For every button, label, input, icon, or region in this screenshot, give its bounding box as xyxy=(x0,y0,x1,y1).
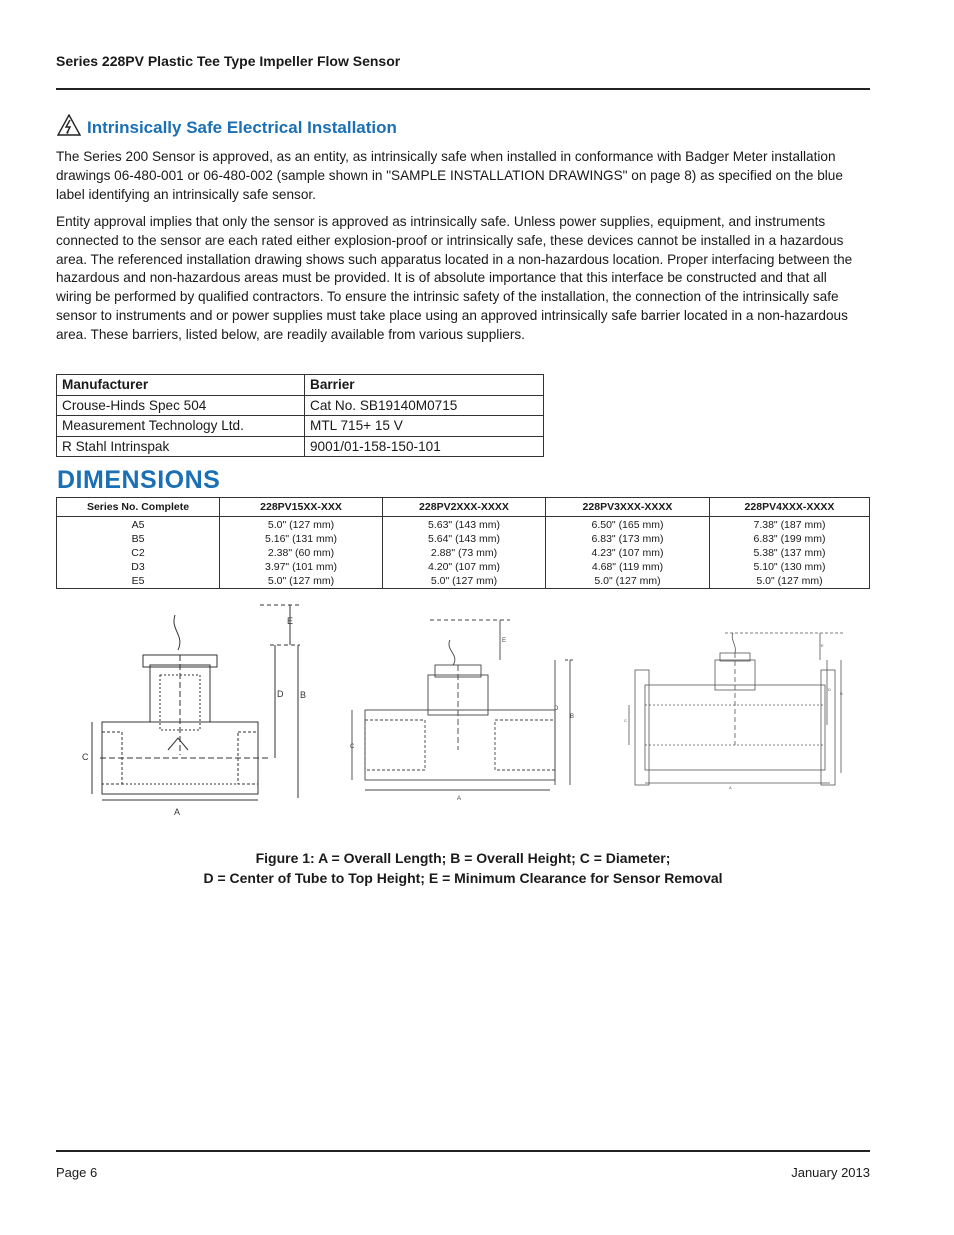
sensor-drawing-medium xyxy=(340,610,590,815)
dimension-label-c: C xyxy=(82,752,89,762)
publication-date: January 2013 xyxy=(791,1165,870,1180)
table-row xyxy=(57,546,870,560)
table-row xyxy=(57,574,870,589)
table-cell: 5.0" (127 mm) xyxy=(220,517,383,533)
table-cell: C2 xyxy=(57,546,220,560)
table-row xyxy=(57,560,870,574)
column-header: 228PV15XX-XXX xyxy=(220,498,383,517)
document-header: Series 228PV Plastic Tee Type Impeller Flow Sensor xyxy=(56,53,401,69)
column-header: 228PV4XXX-XXXX xyxy=(710,498,870,517)
entity-approval-paragraph: Entity approval implies that only the sensor is approved as intrinsically safe. Unless power supplies, equipment, and instruments connected to the sensor are each rated either explosion-proof or intrinsically safe, these devices cannot be installed in a hazardous area. The referenced installation drawing shows such apparatus located in a non-hazardous location. Proper interfacing between the hazardous and non-hazardous areas must be provided. It is of absolute importance that this interface be constructed and that all wiring be performed by qualified contractors. To ensure the intrinsic safety of the installation, the connection of the intrinsically safe sensor to instruments and or power supplies must take place using an approved intrinsically safe barrier located in a non-hazardous area. These barriers, listed below, are readily available from various suppliers. xyxy=(56,214,853,342)
table-cell: 2.38" (60 mm) xyxy=(220,546,383,560)
dimension-label-a: A xyxy=(174,807,181,817)
dimension-label-a: A xyxy=(457,796,462,802)
table-row xyxy=(57,416,544,437)
table-row xyxy=(57,532,870,546)
column-header: 228PV3XXX-XXXX xyxy=(546,498,710,517)
dimension-label-b: B xyxy=(300,690,307,700)
dimension-label-b: B xyxy=(570,714,575,720)
table-cell: 3.97" (101 mm) xyxy=(220,560,383,574)
table-cell: Measurement Technology Ltd. xyxy=(57,416,305,437)
barrier-table xyxy=(56,374,544,457)
dimension-label-a: A xyxy=(729,785,732,790)
table-cell: 2.88" (73 mm) xyxy=(383,546,546,560)
table-cell: 5.0" (127 mm) xyxy=(383,574,546,589)
dimensions-title: DIMENSIONS xyxy=(57,466,221,494)
section-title: Intrinsically Safe Electrical Installation xyxy=(87,117,397,137)
dimension-label-c: C xyxy=(624,718,627,723)
table-cell: 6.50" (165 mm) xyxy=(546,517,710,533)
header-rule xyxy=(56,88,870,90)
table-cell: 5.0" (127 mm) xyxy=(710,574,870,589)
table-cell: Crouse-Hinds Spec 504 xyxy=(57,395,305,416)
table-cell: 5.63" (143 mm) xyxy=(383,517,546,533)
dimension-label-e: E xyxy=(502,638,507,644)
section-heading xyxy=(57,114,397,141)
dimension-label-e: E xyxy=(821,643,824,648)
table-cell: A5 xyxy=(57,517,220,533)
table-cell: 4.23" (107 mm) xyxy=(546,546,710,560)
table-cell: MTL 715+ 15 V xyxy=(305,416,544,437)
barrier-table-header xyxy=(57,375,544,396)
table-row xyxy=(57,395,544,416)
table-cell: 7.38" (187 mm) xyxy=(710,517,870,533)
figure-caption-line: D = Center of Tube to Top Height; E = Minimum Clearance for Sensor Removal xyxy=(203,869,723,886)
table-cell: 5.38" (137 mm) xyxy=(710,546,870,560)
table-cell: D3 xyxy=(57,560,220,574)
page-number: Page 6 xyxy=(56,1165,98,1180)
table-cell: 6.83" (199 mm) xyxy=(710,532,870,546)
dimensions-table xyxy=(56,497,870,589)
table-cell: 4.68" (119 mm) xyxy=(546,560,710,574)
column-header: Series No. Complete xyxy=(57,498,220,517)
column-header: 228PV2XXX-XXXX xyxy=(383,498,546,517)
table-row xyxy=(57,436,544,457)
column-header: Manufacturer xyxy=(57,375,305,396)
table-cell: E5 xyxy=(57,574,220,589)
table-cell: 5.0" (127 mm) xyxy=(546,574,710,589)
table-cell: 5.16" (131 mm) xyxy=(220,532,383,546)
table-cell: B5 xyxy=(57,532,220,546)
figure-caption xyxy=(56,849,870,888)
dimension-label-d: D xyxy=(828,687,831,692)
hazard-warning-icon xyxy=(57,114,81,141)
dimension-label-d: D xyxy=(554,706,559,712)
table-row xyxy=(57,517,870,533)
table-cell: 4.20" (107 mm) xyxy=(383,560,546,574)
table-cell: 5.10" (130 mm) xyxy=(710,560,870,574)
table-cell: 5.64" (143 mm) xyxy=(383,532,546,546)
dimension-label-d: D xyxy=(277,689,284,699)
dimension-label-e: E xyxy=(287,616,294,626)
table-cell: 6.83" (173 mm) xyxy=(546,532,710,546)
dimension-label-b: B xyxy=(840,691,843,696)
table-cell: 9001/01-158-150-101 xyxy=(305,436,544,457)
footer-rule xyxy=(56,1150,870,1152)
dimension-label-c: C xyxy=(350,744,355,750)
figure-caption-line: Figure 1: A = Overall Length; B = Overall Height; C = Diameter; xyxy=(255,850,671,866)
table-cell: R Stahl Intrinspak xyxy=(57,436,305,457)
table-cell: Cat No. SB19140M0715 xyxy=(305,395,544,416)
intro-paragraph: The Series 200 Sensor is approved, as an entity, as intrinsically safe when installed in conformance with Badger Meter installation drawings 06-480-001 or 06-480-002 (sample shown in "SAMPLE INSTALLATION DRAWINGS" on page 8) as specified on the blue label identifying an intrinsically safe sensor. xyxy=(56,149,843,202)
dimensions-table-header xyxy=(57,498,870,517)
sensor-drawing-large xyxy=(615,625,860,800)
column-header: Barrier xyxy=(305,375,544,396)
table-cell: 5.0" (127 mm) xyxy=(220,574,383,589)
sensor-drawing-small xyxy=(70,600,320,845)
